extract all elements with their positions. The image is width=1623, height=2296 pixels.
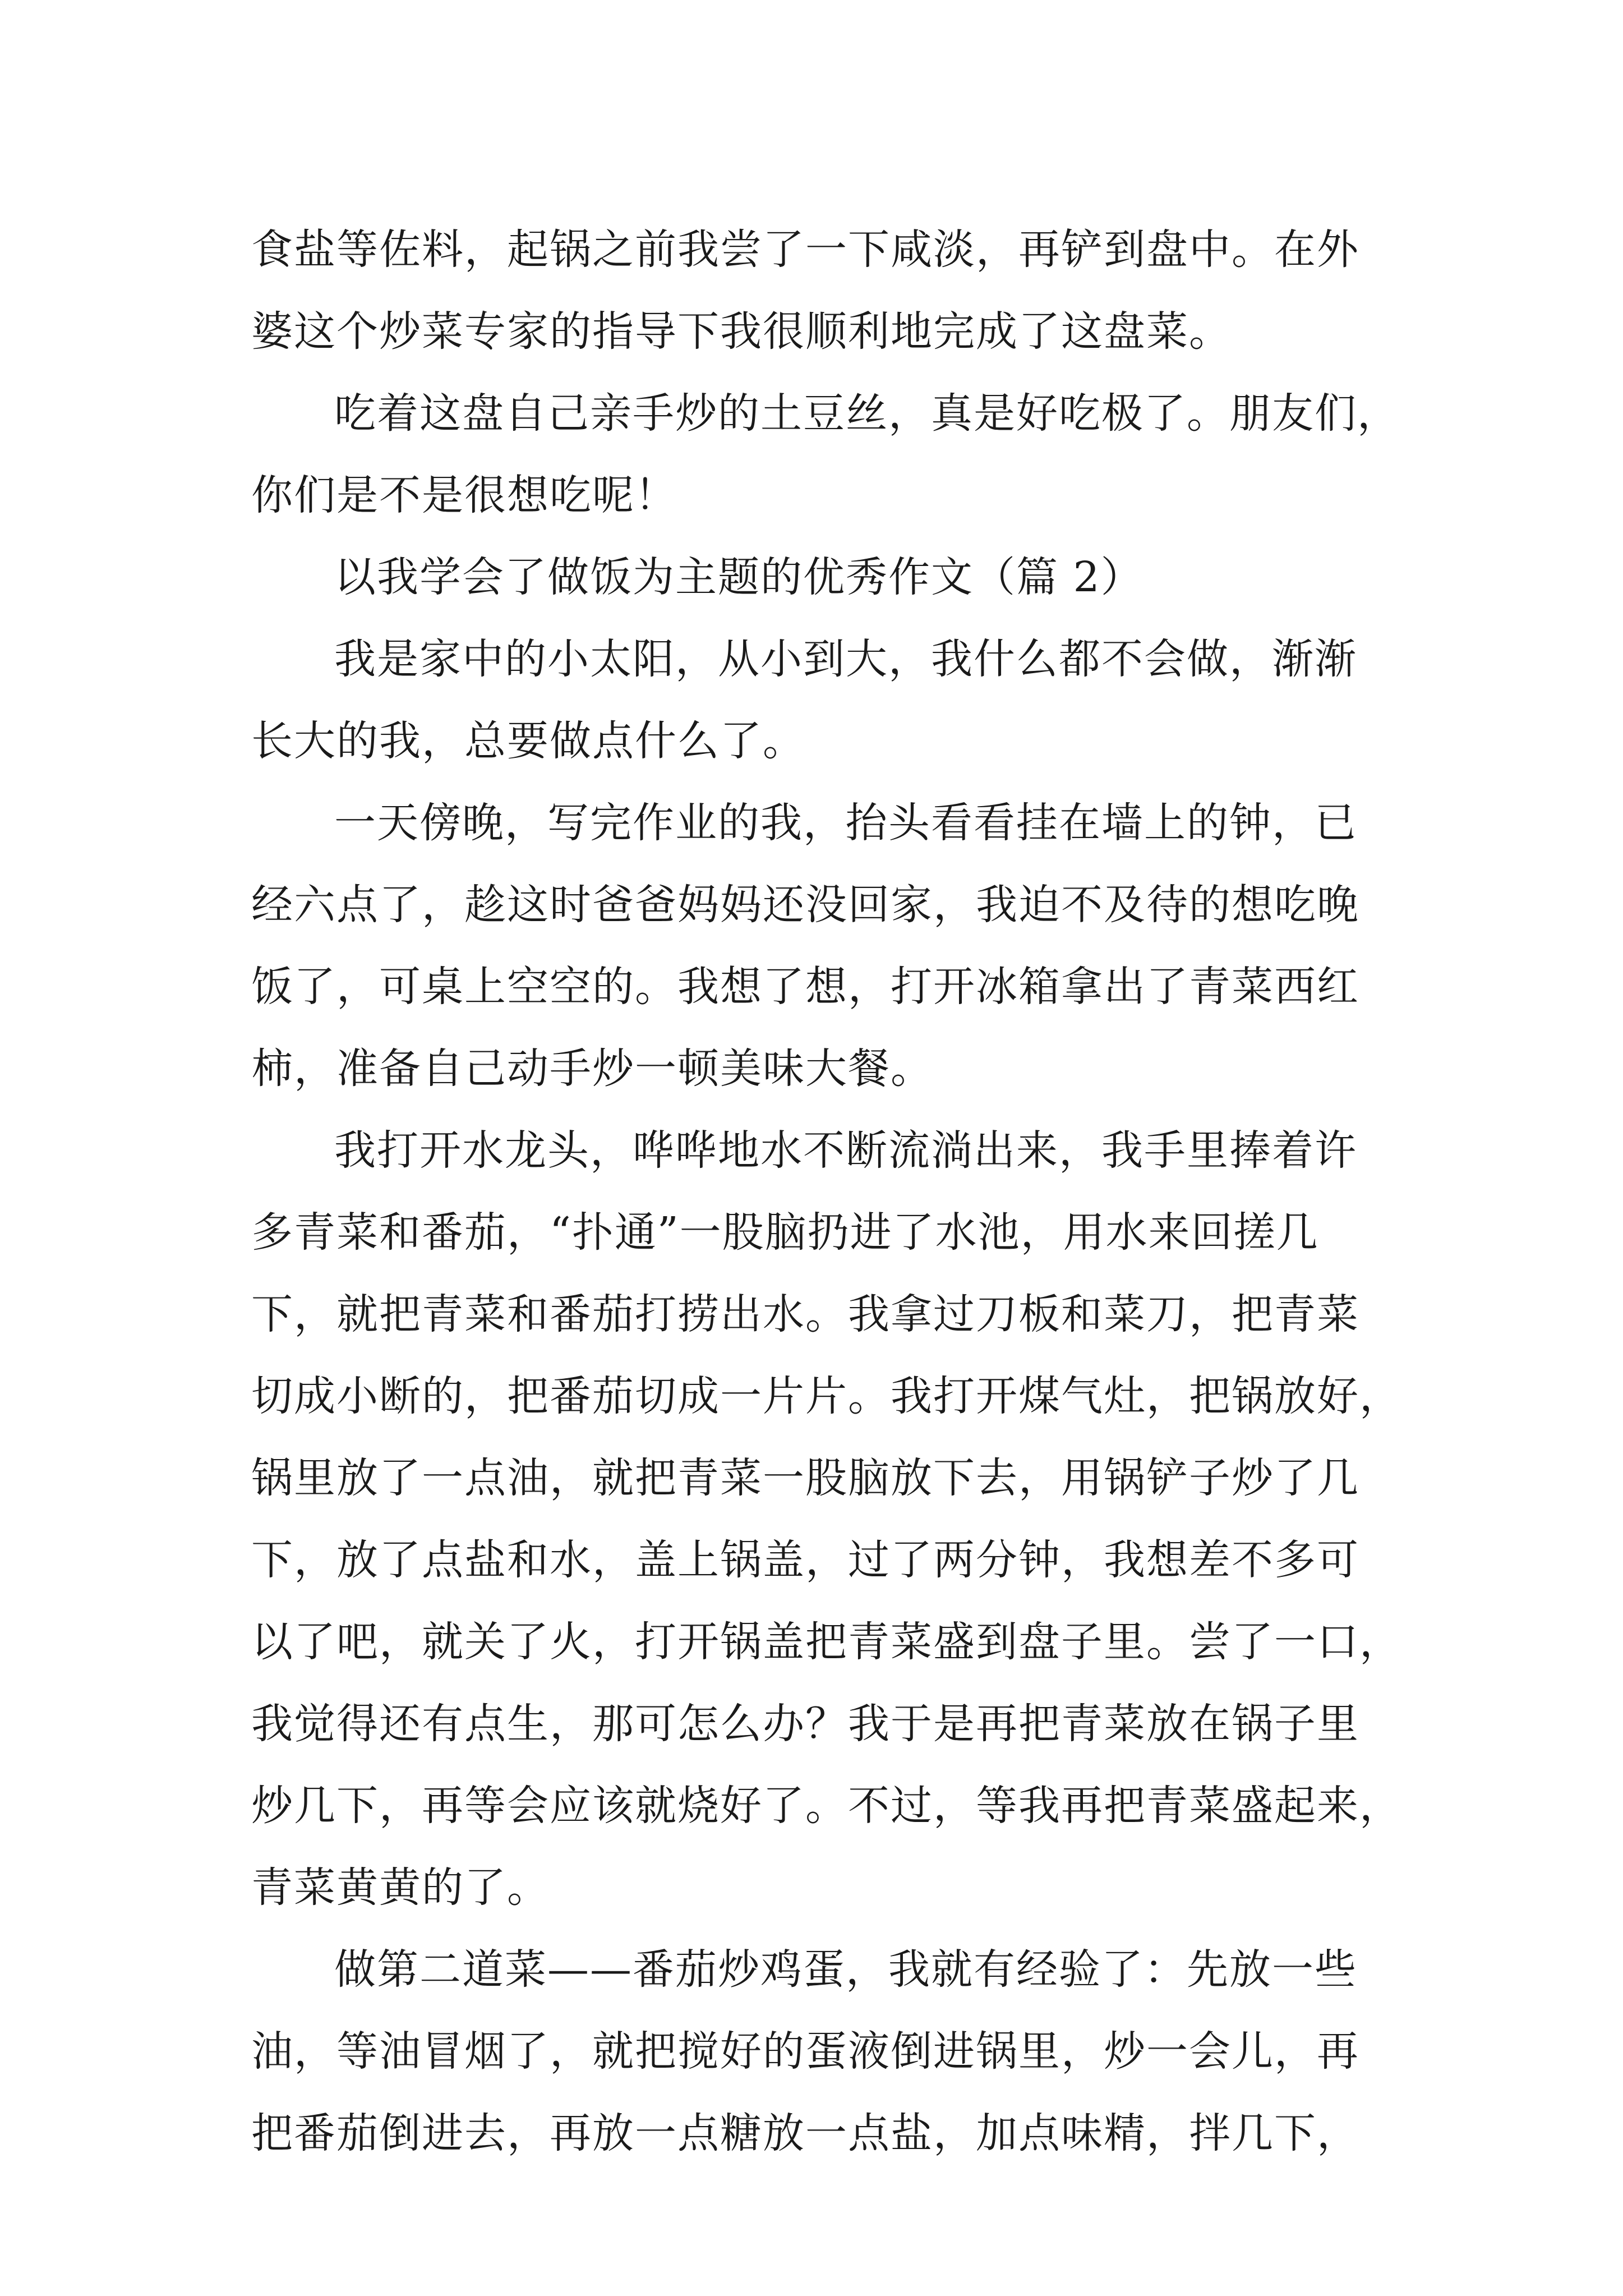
text-line: 青菜黄黄的了。 [251,1864,550,1912]
text-line: 长大的我，总要做点什么了。 [251,717,805,765]
text-line: 经六点了，趁这时爸爸妈妈还没回家，我迫不及待的想吃晚 [251,881,1359,929]
text-line: 把番茄倒进去，再放一点糖放一点盐，加点味精，拌几下， [251,2109,1359,2157]
text-line: 食盐等佐料，起锅之前我尝了一下咸淡，再铲到盘中。在外 [251,226,1359,274]
section-heading: 以我学会了做饭为主题的优秀作文（篇 2） [334,553,1144,601]
text-line: 下，就把青菜和番茄打捞出水。我拿过刀板和菜刀，把青菜 [251,1290,1359,1338]
text-line: 下，放了点盐和水，盖上锅盖，过了两分钟，我想差不多可 [251,1536,1359,1584]
paragraph-start-line: 我打开水龙头，哗哗地水不断流淌出来，我手里捧着许 [334,1126,1357,1175]
text-line: 多青菜和番茄，“扑通”一股脑扔进了水池，用水来回搓几 [251,1208,1319,1257]
paragraph-start-line: 我是家中的小太阳，从小到大，我什么都不会做，渐渐 [334,635,1357,683]
paragraph-start-line: 做第二道菜——番茄炒鸡蛋，我就有经验了：先放一些 [334,1945,1357,1994]
document-body [251,209,1402,2174]
text-line: 我觉得还有点生，那可怎么办？我于是再把青菜放在锅子里 [251,1700,1359,1748]
paragraph-start-line: 吃着这盘自己亲手炒的土豆丝，真是好吃极了。朋友们， [334,389,1400,438]
text-line: 你们是不是很想吃呢！ [251,471,677,519]
text-line: 炒几下，再等会应该就烧好了。不过，等我再把青菜盛起来， [251,1782,1402,1830]
text-line: 柿，准备自己动手炒一顿美味大餐。 [251,1045,933,1093]
text-line: 以了吧，就关了火，打开锅盖把青菜盛到盘子里。尝了一口， [251,1618,1402,1666]
text-line: 饭了，可桌上空空的。我想了想，打开冰箱拿出了青菜西红 [251,963,1359,1011]
text-line: 切成小断的，把番茄切成一片片。我打开煤气灶，把锅放好， [251,1372,1402,1420]
paragraph-start-line: 一天傍晚，写完作业的我，抬头看看挂在墙上的钟，已 [334,799,1357,847]
text-line: 锅里放了一点油，就把青菜一股脑放下去，用锅铲子炒了几 [251,1454,1359,1502]
text-line: 油，等油冒烟了，就把搅好的蛋液倒进锅里，炒一会儿，再 [251,2027,1359,2076]
text-line: 婆这个炒菜专家的指导下我很顺利地完成了这盘菜。 [251,307,1232,356]
